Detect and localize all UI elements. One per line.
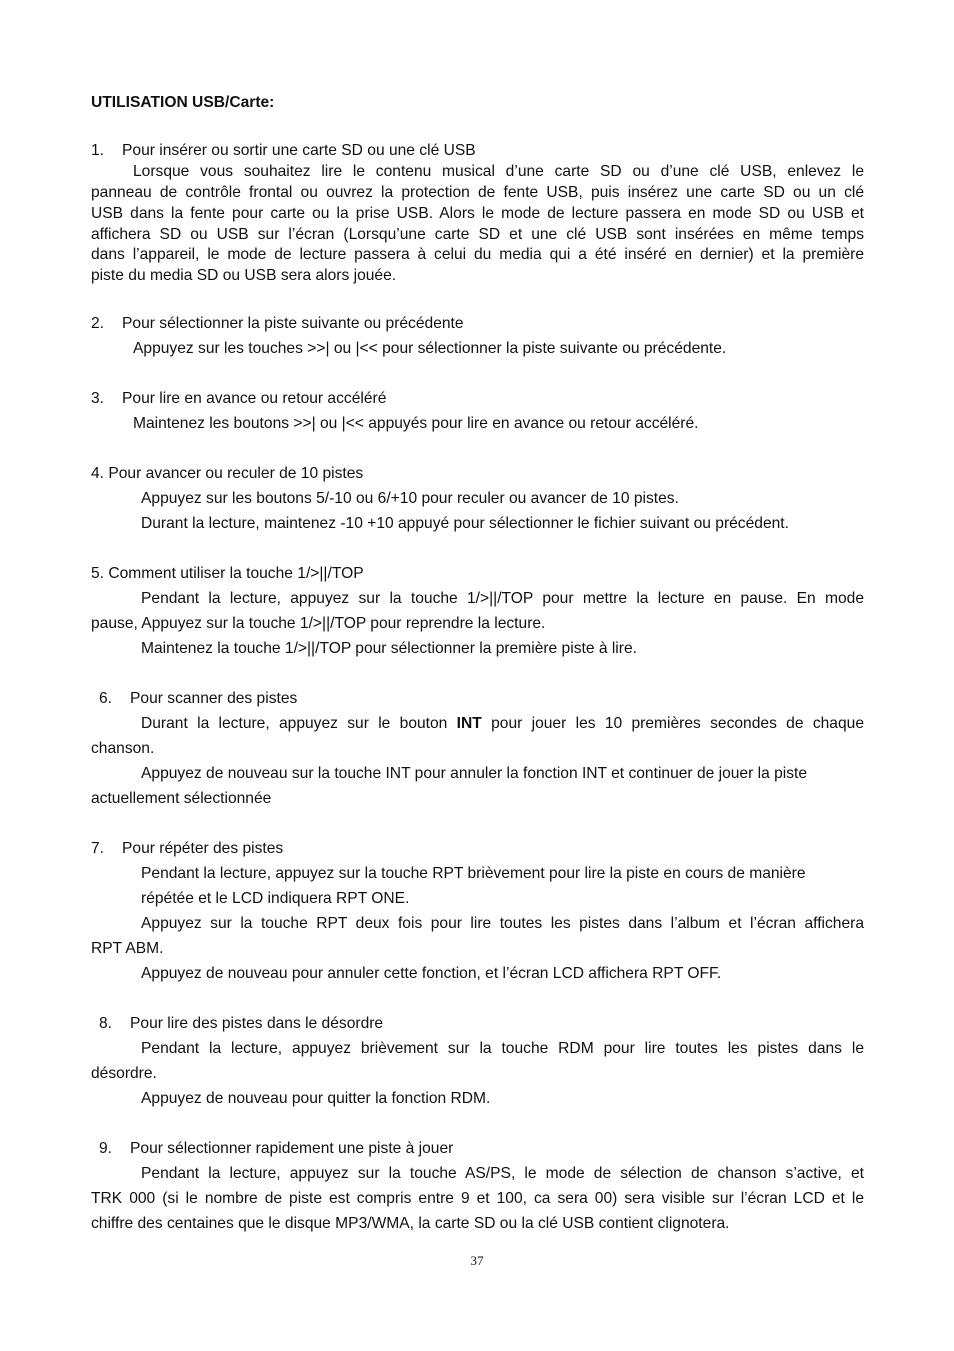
section-7-line: RPT ABM. [91, 940, 164, 957]
section-6-title [99, 689, 872, 709]
section-2-number: 2. [91, 315, 105, 332]
section-8-number: 8. [99, 1015, 113, 1032]
section-6-title-text: Pour scanner des pistes [130, 690, 298, 707]
section-1-line: piste du media SD ou USB sera alors jouée. [91, 267, 397, 284]
section-9-number: 9. [99, 1140, 113, 1157]
section-3-number: 3. [91, 390, 105, 407]
section-8-line: Pendant la lecture, appuyez brièvement sur la touche RDM pour lire toutes les pistes dans le [141, 1040, 864, 1057]
section-4-title: 4. Pour avancer ou reculer de 10 pistes [91, 465, 364, 482]
section-7-line: Appuyez sur la touche RPT deux fois pour lire toutes les pistes dans l’album et l’écran affichera [141, 915, 864, 932]
section-8-line: désordre. [91, 1065, 157, 1082]
section-4-line: Appuyez sur les boutons 5/-10 ou 6/+10 pour reculer ou avancer de 10 pistes. [141, 490, 679, 507]
section-9-line: Pendant la lecture, appuyez sur la touche AS/PS, le mode de sélection de chanson s’active, et [141, 1165, 864, 1182]
section-9-line: TRK 000 (si le nombre de piste est compris entre 9 et 100, ca sera 00) sera visible sur l’écran LCD et le [91, 1190, 864, 1207]
section-5-line: Pendant la lecture, appuyez sur la touche 1/>||/TOP pour mettre la lecture en pause. En mode [141, 590, 864, 607]
section-7-number: 7. [91, 840, 105, 857]
section-2-title [91, 314, 864, 334]
section-3-title [91, 389, 864, 409]
section-3-line: Maintenez les boutons >>| ou |<< appuyés pour lire en avance ou retour accéléré. [133, 415, 699, 432]
page-number: 37 [470, 1253, 484, 1268]
section-1-line: panneau de contrôle frontal ou ouvrez la protection de fente USB, puis insérez une carte SD ou un clé [91, 184, 864, 201]
section-7-line: Pendant la lecture, appuyez sur la touche RPT brièvement pour lire la piste en cours de manière [141, 865, 806, 882]
section-7-line: Appuyez de nouveau pour annuler cette fonction, et l’écran LCD affichera RPT OFF. [141, 965, 722, 982]
section-8-title [99, 1014, 872, 1034]
section-9-title [99, 1139, 872, 1159]
section-6-text: Durant la lecture, appuyez sur le bouton [141, 715, 448, 732]
section-9-line: chiffre des centaines que le disque MP3/WMA, la carte SD ou la clé USB contient clignotera. [91, 1215, 730, 1232]
section-9-title-text: Pour sélectionner rapidement une piste à jouer [130, 1140, 454, 1157]
section-6-number: 6. [99, 690, 113, 707]
section-6-line: Appuyez de nouveau sur la touche INT pour annuler la fonction INT et continuer de jouer la piste [141, 765, 808, 782]
section-1-line: USB dans la fente pour carte ou la prise USB. Alors le mode de lecture passera en mode SD ou USB et [91, 205, 864, 222]
section-1-number: 1. [91, 142, 105, 159]
section-1-title-text: Pour insérer ou sortir une carte SD ou une clé USB [122, 142, 476, 159]
section-6-line [141, 714, 864, 734]
section-5-line: pause, Appuyez sur la touche 1/>||/TOP pour reprendre la lecture. [91, 615, 546, 632]
section-6-text: pour jouer les 10 premières secondes de chaque [491, 715, 864, 732]
section-2-line: Appuyez sur les touches >>| ou |<< pour sélectionner la piste suivante ou précédente. [133, 340, 727, 357]
section-2-title-text: Pour sélectionner la piste suivante ou précédente [122, 315, 464, 332]
section-1-line: Lorsque vous souhaitez lire le contenu musical d’une carte SD ou d’une clé USB, enlevez le [133, 163, 864, 180]
section-8-title-text: Pour lire des pistes dans le désordre [130, 1015, 384, 1032]
section-6-line: chanson. [91, 740, 155, 757]
section-5-line: Maintenez la touche 1/>||/TOP pour sélectionner la première piste à lire. [141, 640, 637, 657]
section-3-title-text: Pour lire en avance ou retour accéléré [122, 390, 387, 407]
section-8-line: Appuyez de nouveau pour quitter la fonction RDM. [141, 1090, 491, 1107]
int-button-label: INT [456, 715, 482, 732]
section-5-title: 5. Comment utiliser la touche 1/>||/TOP [91, 565, 364, 582]
section-7-title [91, 839, 864, 859]
section-heading: UTILISATION USB/Carte: [91, 94, 275, 111]
section-7-line: répétée et le LCD indiquera RPT ONE. [141, 890, 410, 907]
section-7-title-text: Pour répéter des pistes [122, 840, 284, 857]
section-1-title [91, 141, 864, 161]
section-6-line: actuellement sélectionnée [91, 790, 272, 807]
section-4-line: Durant la lecture, maintenez -10 +10 appuyé pour sélectionner le fichier suivant ou précédent. [141, 515, 789, 532]
section-1-line: affichera SD ou USB sur l’écran (Lorsqu’une carte SD et une clé USB sont insérées en même temps [91, 226, 864, 243]
section-1-line: dans l’appareil, le mode de lecture passera à celui du media qui a été inséré en dernier) et la première [91, 246, 864, 263]
